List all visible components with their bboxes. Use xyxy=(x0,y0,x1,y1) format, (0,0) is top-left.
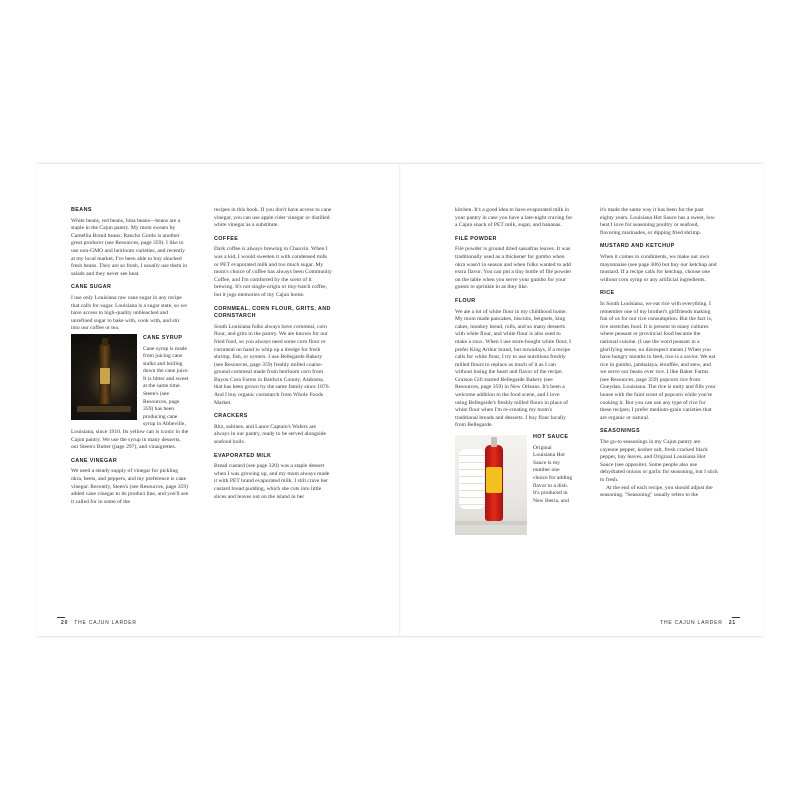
seasonings-heading: SEASONINGS xyxy=(600,428,640,435)
cane-sugar-text: I use only Louisiana raw cane sugar in any recipe that calls for sugar. Louisiana is a sugar state, so we have access to high-quality unbleached and unrefined sugar to bake with, cook with, and stir into our coffee or tea. xyxy=(71,294,187,332)
column-4 xyxy=(600,207,718,500)
coffee-text: Dark coffee is always brewing in Chauvin. When I was a kid, I would sweeten it with condensed milk or PET evaporated milk and too much sugar. My mom's choice of coffee has always been Community Coffee, and I'm comforted by the scent of it brewing. It's not single-origin or tiny-batch coffee, but it jogs memories of my Cajun home. xyxy=(214,246,332,298)
hot-sauce-photo xyxy=(455,435,527,535)
cane-syrup-heading: CANE SYRUP xyxy=(143,334,183,341)
crackers-text: Ritz, saltines, and Lance Captain's Wafers are always in our pantry, ready to be served alongside seafood boils. xyxy=(214,423,326,446)
column-1 xyxy=(71,207,189,506)
seasonings-text-2: At the end of each recipe, you should adjust the seasoning. "Seasoning" usually refers to the xyxy=(600,484,713,499)
beans-text: White beans, red beans, lima beans—beans are a staple in the Cajun pantry. My mom swears by Camellia Brand beans; Rancho Gordo is another great producer (see Resources, page 359). I like to use non-GMO and heirloom varieties, and recently at my local market, I've been able to buy shucked fresh beans. They are so fresh, I usually use them in salads and they never see heat. xyxy=(71,217,188,277)
column-3 xyxy=(455,207,573,537)
left-page-number: 20 xyxy=(61,620,69,626)
file-powder-heading: FILÉ POWDER xyxy=(455,235,497,242)
hot-sauce-bottle-icon xyxy=(485,445,503,521)
mustard-ketchup-text: When it comes to condiments, we make our own mayonnaise (see page 306) but buy our ketchup and mustard. If a recipe calls for ketchup, choose one without corn syrup or any artificial ingredients. xyxy=(600,253,717,283)
mustard-ketchup-heading: MUSTARD AND KETCHUP xyxy=(600,243,675,250)
evaporated-milk-continued: kitchen. It's a good idea to have evaporated milk in your pantry in case you have a late-night craving for a Cajun snack of PET milk, sugar, and bananas. xyxy=(455,207,573,229)
crackers-heading: CRACKERS xyxy=(214,413,248,420)
rice-heading: RICE xyxy=(600,290,615,297)
file-powder-text: Filé powder is ground dried sassafras leaves. It was traditionally used as a thickener for gumbo when okra wasn't in season and when folks wanted to add extra flavor. You can put a tiny bottle of filé powder on the table when you serve your gumbo for your guests to sprinkle in as they like. xyxy=(455,246,572,291)
hot-sauce-heading: HOT SAUCE xyxy=(533,434,569,441)
hot-sauce-text: Original Louisiana Hot Sauce is my number one choice for adding flavor to a dish. It's produced in New Iberia, and xyxy=(533,444,573,504)
cornmeal-text: South Louisiana folks always have cornmeal, corn flour, and grits in the pantry. We are known for our fried food, so you always need some corn flour or cornmeal on hand to whip up a dredge for fresh shrimp, fish, or oysters. I use Bellegarde Bakery (see Resources, page 359) freshly milled coarse-ground cornmeal made from heirloom corn from Bayou Cora Farms in Baldwin County, Alabama, that has been grown by the same family since 1876. And I buy organic cornstarch from Whole Foods Market. xyxy=(214,323,330,406)
right-page-number: 21 xyxy=(728,620,736,626)
seasonings-text-1: The go-to seasonings in my Cajun pantry are cayenne pepper, kosher salt, fresh cracked black pepper, bay leaves, and Original Louisiana Hot Sauce (see opposite). Some people also use dehydrated onions or garlic for seasoning, but I stick to fresh. xyxy=(600,439,718,483)
beans-heading: BEANS xyxy=(71,207,92,213)
evaporated-milk-text: Bread custard (see page 320) was a staple dessert when I was growing up, and my mom always made it with PET brand evaporated milk. I still crave her custard bread pudding, which she cuts into little slices and leaves out on the island in her xyxy=(214,463,330,500)
right-folio xyxy=(660,620,740,626)
right-running-head: THE CAJUN LARDER xyxy=(660,620,723,626)
syrup-bottle-icon xyxy=(99,344,111,404)
cane-syrup-photo xyxy=(71,334,137,420)
cane-syrup-text: Cane syrup is made from juicing cane stalks and boiling down the cane juice. It is bitter and sweet at the same time. Steen's (see Resources, page 359) has been producing cane syrup in Abbeville, Louisiana, since 1910. Its yellow can is iconic in the Cajun pantry. We use the syrup in many desserts, our Steen's Butter (page 297), and vinaigrettes. xyxy=(71,345,189,451)
left-folio xyxy=(57,620,137,626)
cane-vinegar-text: We need a steady supply of vinegar for pickling okra, beets, and peppers, and my preference is cane vinegar. Recently, Steen's (see Resources, page 359) added cane vinegar to its product line, and you'll see it called for in some of the xyxy=(71,468,189,505)
evaporated-milk-heading: EVAPORATED MILK xyxy=(214,452,272,459)
flour-heading: FLOUR xyxy=(455,297,476,304)
rice-text: In South Louisiana, we eat rice with everything. I remember one of my brother's girlfriends making fun of us for our rice consumption. But the fact is, rice stretches food. It is present in many cultures where peasant or provincial food became the national cuisine. (I use the word peasant in a glorifying sense, no disrespect meant.) When you have hungry mouths to feed, rice is a savior. We eat rice in gumbo, jambalaya, étouffée, and stew, and we serve our beans over rice. I like Baker Farms (see Resources, page 359) popcorn rice from Gueydan, Louisiana. The rice is nutty and fills your house with the faint scent of popcorn while you're cooking it. But you can use any type of rice for these recipes; I prefer medium-grain varieties that are organic or natural. xyxy=(600,300,716,421)
flour-text: We ate a lot of white flour in my childhood home. My mom made pancakes, biscuits, beignets, king cakes, monkey bread, rolls, and so many desserts with white flour, and white flour is also used to make a roux. When I use store-bought white flour, I prefer King Arthur brand, but nowadays, if a recipe calls for white flour, I try to use nutritious freshly milled flours to replace as much of it as I can without losing the heart and flavor of the recipe. Graison Gill started Bellegarde Bakery (see Resources, page 359) in New Orleans. It's been a welcome addition to the food scene, and I love using Bellegarde's freshly milled flours in place of white flour when I'm re-creating my mom's traditional breads and desserts. I buy flour locally from Bellegarde. xyxy=(455,308,572,429)
hot-sauce-continued: it's made the same way it has been for the past eighty years. Louisiana Hot Sauce has a sweet, low heat I love for seasoning poultry or seafood, flavoring marinades, or dipping fried shrimp. xyxy=(600,207,715,236)
cane-vinegar-continued: recipes in this book. If you don't have access to cane vinegar, you can use apple cider vinegar or distilled white vinegar as a substitute. xyxy=(214,207,332,229)
left-running-head: THE CAJUN LARDER xyxy=(74,620,137,626)
column-2 xyxy=(214,207,332,501)
cornmeal-heading: CORNMEAL, CORN FLOUR, GRITS, AND CORNSTARCH xyxy=(214,305,331,320)
book-gutter xyxy=(399,163,401,635)
cane-sugar-heading: CANE SUGAR xyxy=(71,284,112,291)
coffee-heading: COFFEE xyxy=(214,235,239,242)
cane-vinegar-heading: CANE VINEGAR xyxy=(71,457,118,464)
